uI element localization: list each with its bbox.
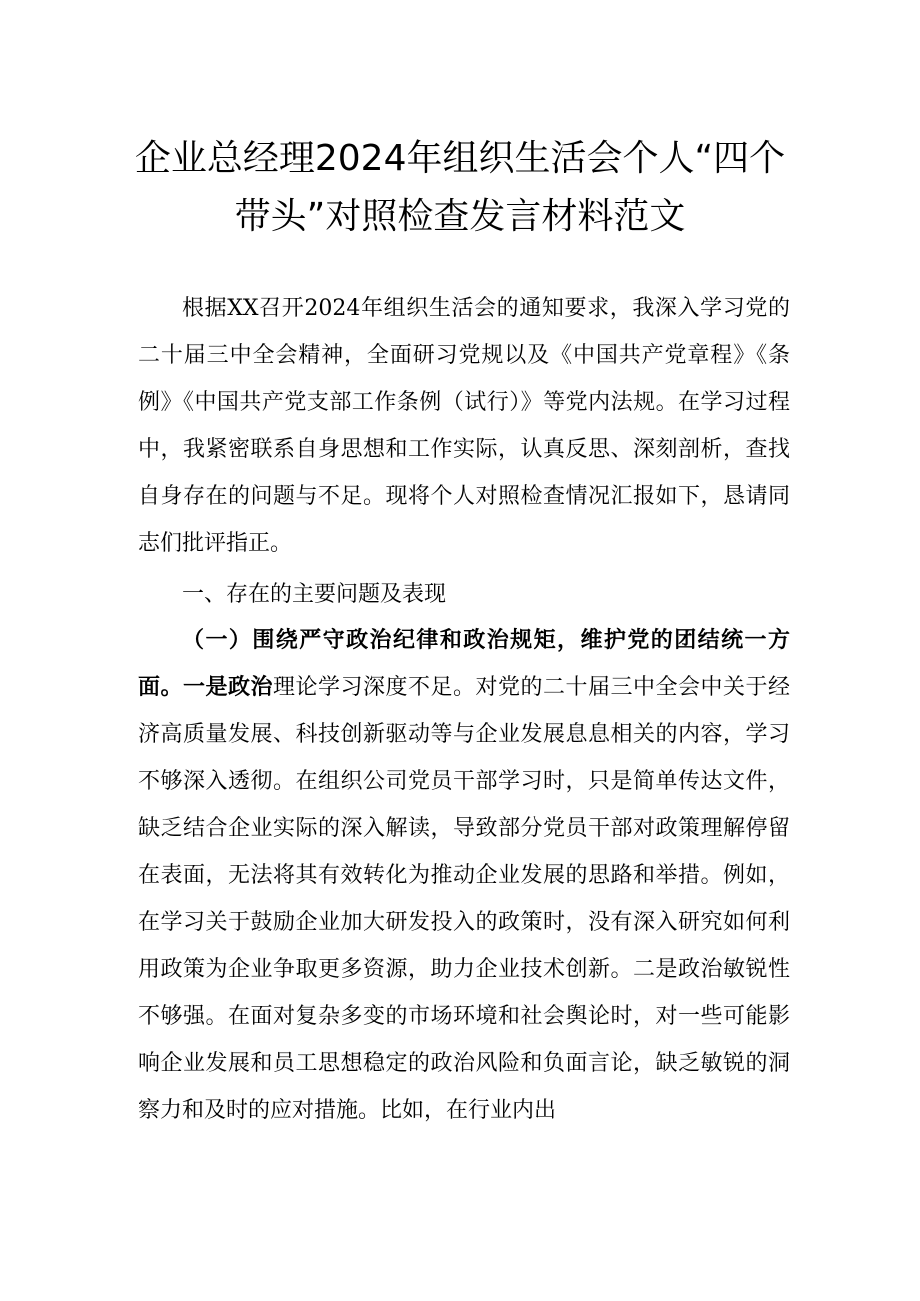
point-one-lead: 一是政治 xyxy=(183,674,273,700)
subsection-heading: （一）围绕严守政治纪律和政治规矩，维护党的团结统一方面。 xyxy=(138,627,790,700)
point-one-text: 理论学习深度不足。对党的二十届三中全会中关于经济高质量发展、科技创新驱动等与企业发展息息相关的内容，学习不够深入透彻。在组织公司党员干部学习时，只是简单传达文件，缺乏结合企业实际的深入解读，导致部分党员干部对政策理解停留在表面，无法将其有效转化为推动企业发展的思路和举措。例如，在学习关于鼓励企业加大研发投入的政策时，没有深入研究如何利用政策为企业争取更多资源，助力企业技术创新。二是政治敏锐性不够强。在面对复杂多变的市场环境和社会舆论时，对一些可能影响企业发展和员工思想稳定的政治风险和负面言论，缺乏敏锐的洞察力和及时的应对措施。比如，在行业内出 xyxy=(138,675,790,1123)
section-heading: 一、存在的主要问题及表现 xyxy=(182,582,447,607)
subsection-paragraph xyxy=(138,617,790,1134)
document-title-line-1: 企业总经理2024年组织生活会个人“四个 xyxy=(134,138,786,179)
document-title-line-2: 带头”对照检查发言材料范文 xyxy=(234,196,686,237)
intro-paragraph: 根据XX召开2024年组织生活会的通知要求，我深入学习党的二十届三中全会精神，全面研习党规以及《中国共产党章程》《条例》《中国共产党支部工作条例（试行）》等党内法规。在学习过程中，我紧密联系自身思想和工作实际，认真反思、深刻剖析，查找自身存在的问题与不足。现将个人对照检查情况汇报如下，恳请同志们批评指正。 xyxy=(138,296,790,556)
